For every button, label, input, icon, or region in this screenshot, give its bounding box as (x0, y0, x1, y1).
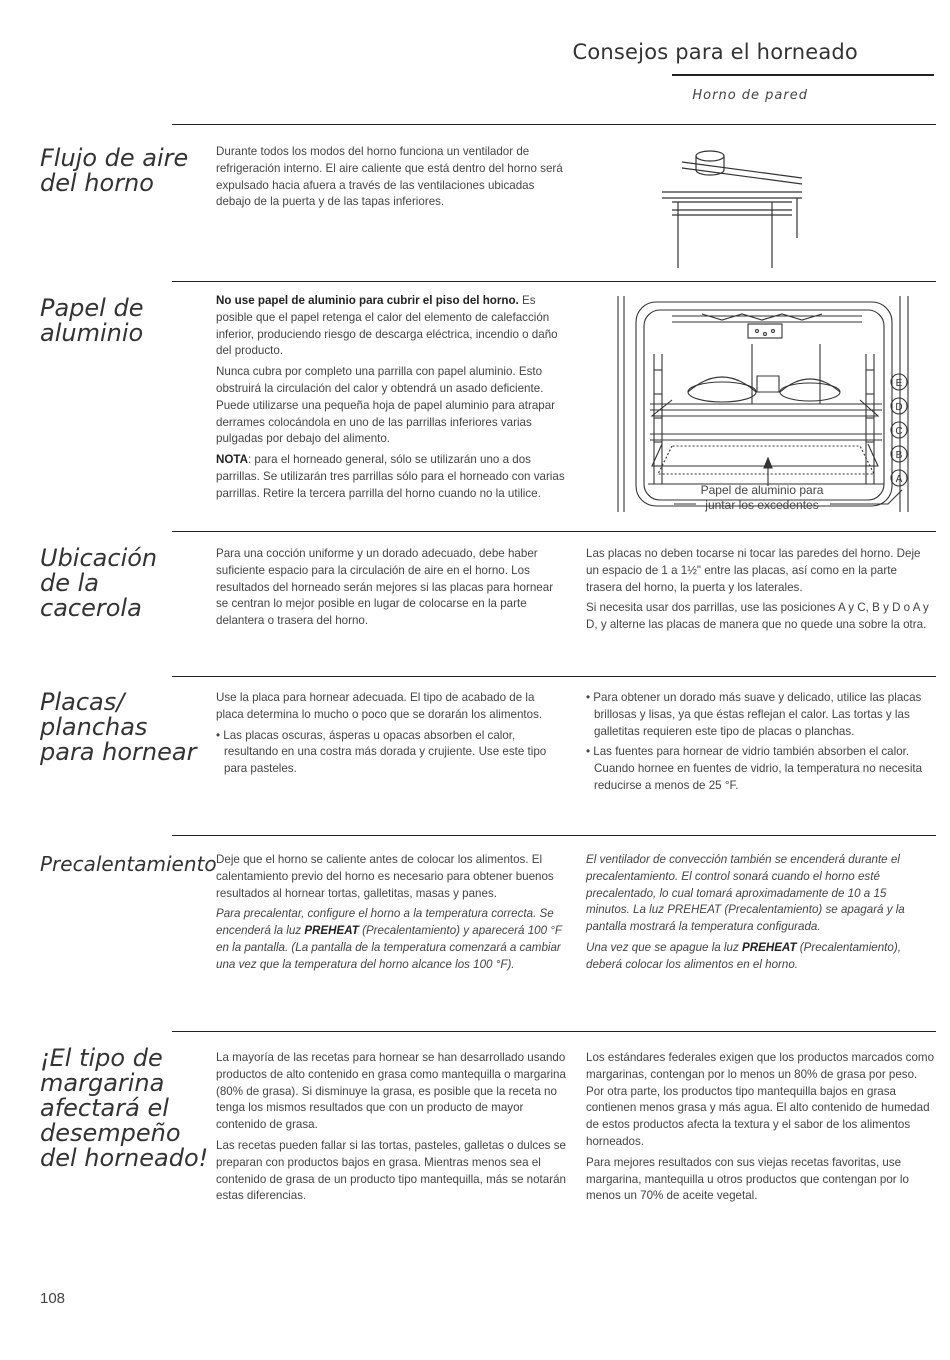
figure-caption: juntar los excedentes (705, 498, 819, 512)
paragraph: El ventilador de convección también se encenderá durante el precalentamiento. El control sonará cuando el horno esté precalentado, lo cual tomará aproximadamente de 10 a 15 minutos. La luz PREHEAT (Precalentamiento) se apagará y la pantalla mostrará la temperatura configurada. (586, 853, 905, 934)
section-heading-foil (40, 296, 143, 346)
paragraph (586, 940, 926, 974)
paragraph: Nunca cubra por completo una parrilla con papel aluminio. Esto obstruirá la circulación del calor y obtendrá un asado deficiente. Puede utilizarse una pequeña hoja de papel aluminio para atrapar derrames colocándola en uno de las parrillas inferiores varias pulgadas por debajo del alimento. (216, 365, 556, 446)
bullet-item: • Las fuentes para hornear de vidrio también absorben el calor. Cuando hornee en fuentes de vidrio, la temperatura no necesita reducirse a menos de 25 °F. (586, 745, 923, 792)
paragraph-text: Es posible que el papel retenga el calor del elemento de calefacción inferior, produciendo riesgo de descarga eléctrica, incendio o daño del producto. (216, 294, 558, 358)
oven-vent-illustration (652, 140, 812, 270)
page-title: Consejos para el horneado (572, 40, 858, 64)
bullet-item: • Las placas oscuras, ásperas u opacas absorben el calor, resultando en una costra más dorada y crujiente. Use este tipo para pasteles. (216, 728, 547, 776)
preheat-left (216, 852, 566, 978)
paragraph: Durante todos los modos del horno funciona un ventilador de refrigeración interno. El aire caliente que está dentro del horno será expulsado hacia afuera a través de las ventilaciones ubicadas debajo de la puerta y de las tapas inferiores. (216, 145, 563, 209)
preheat-right (586, 852, 926, 978)
preheat-keyword: PREHEAT (304, 924, 359, 938)
oven-interior-illustration (612, 294, 918, 518)
pan-placement-right (586, 546, 936, 638)
paragraph (216, 293, 568, 360)
paragraph: Las placas no deben tocarse ni tocar las paredes del horno. Deje un espacio de 1 a 1½" entre las placas, así como en la parte trasera del horno, la puerta y los laterales. (586, 547, 921, 594)
section-heading-pans (40, 690, 196, 765)
pans-right (586, 690, 936, 799)
heading-line: Placas/ (40, 688, 125, 716)
section-heading-pan-placement (40, 546, 157, 621)
paragraph-text: (Precalentamiento), deberá colocar los alimentos en el horno. (586, 940, 901, 971)
heading-line: margarina (40, 1069, 165, 1097)
section-divider (172, 124, 936, 125)
paragraph-text: Para precalentar, configure el horno a la temperatura correcta. Se encenderá la luz (216, 907, 554, 938)
paragraph (216, 452, 568, 502)
foil-text (216, 293, 568, 507)
paragraph: La mayoría de las recetas para hornear se han desarrollado usando productos de alto contenido en grasa como mantequilla o margarina (80% de grasa). Si disminuye la grasa, es posible que la receta no tenga los mismos resultados que con un producto de mayor contenido de grasa. (216, 1051, 566, 1132)
section-divider (172, 835, 936, 836)
margarine-left (216, 1050, 566, 1209)
rack-label: E (895, 378, 903, 389)
heading-line: planchas (40, 713, 148, 741)
heading-line: Flujo de aire (40, 144, 189, 172)
paragraph (216, 906, 566, 973)
paragraph: Los estándares federales exigen que los productos marcados como margarinas, contengan por lo menos un 80% de grasa por peso. Por otra parte, los productos tipo mantequilla bajos en grasa contienen menos grasa y más agua. El alto contenido de humedad de estos productos afecta la textura y el sabor de los alimentos horneados. (586, 1051, 935, 1148)
rack-label: B (895, 450, 903, 461)
section-heading-preheat (40, 852, 217, 877)
section-heading-airflow (40, 146, 188, 196)
bullet-item: • Para obtener un dorado más suave y delicado, utilice las placas brillosas y lisas, ya que éstas reflejan el calor. Las tortas y las galletitas requieren este tipo de placas o planchas. (586, 691, 922, 738)
section-divider (172, 676, 936, 677)
heading-line: ¡El tipo de (40, 1044, 163, 1072)
figure-caption: Papel de aluminio para (700, 483, 824, 497)
heading-line: desempeño (40, 1119, 181, 1147)
paragraph: Las recetas pueden fallar si las tortas, pasteles, galletas o dulces se preparan con productos bajos en grasa. Mientras menos sea el contenido de grasa de un producto tipo mantequilla, más se notarán estas diferencias. (216, 1138, 566, 1203)
pans-left (216, 690, 562, 782)
airflow-text (216, 144, 566, 215)
heading-line: afectará el (40, 1094, 169, 1122)
pan-placement-left (216, 546, 562, 634)
heading-line: de la (40, 569, 100, 597)
rack-label: C (895, 426, 903, 437)
rack-label: A (895, 474, 903, 485)
warning-bold: No use papel de aluminio para cubrir el piso del horno. (216, 294, 519, 307)
heading-line: aluminio (40, 319, 144, 347)
paragraph: Use la placa para hornear adecuada. El tipo de acabado de la placa determina lo mucho o poco que se dorarán los alimentos. (216, 691, 543, 721)
heading-line: para hornear (40, 738, 197, 766)
page-subtitle: Horno de pared (692, 88, 808, 103)
heading-line: del horno (40, 169, 154, 197)
heading-line: Papel de (40, 294, 144, 322)
preheat-keyword: PREHEAT (741, 940, 797, 954)
heading-line: Precalentamiento (40, 852, 217, 876)
paragraph: Si necesita usar dos parrillas, use las posiciones A y C, B y D o A y D, y alterne las placas de manera que no quede una sobre la otra. (586, 601, 929, 632)
heading-line: del horneado! (40, 1144, 209, 1172)
section-divider (172, 531, 936, 532)
header-divider (672, 74, 934, 76)
section-divider (172, 1031, 936, 1032)
paragraph: Deje que el horno se caliente antes de colocar los alimentos. El calentamiento previo del horno es necesario para obtener buenos resultados al hornear tortas, galletitas, masas y panes. (216, 853, 554, 900)
margarine-right (586, 1050, 938, 1209)
heading-line: Ubicación (40, 544, 158, 572)
heading-line: cacerola (40, 594, 142, 622)
rack-label: D (895, 402, 903, 413)
section-divider (172, 281, 936, 282)
paragraph-text: Una vez que se apague la luz (586, 940, 742, 954)
page-number: 108 (40, 1290, 66, 1307)
paragraph-text: : para el horneado general, sólo se utilizarán uno a dos parrillas. Se utilizarán tres parrillas sólo para el horneado con varias parrillas. Retire la tercera parrilla del horno cuando no la utilice. (216, 453, 565, 500)
paragraph: Para mejores resultados con sus viejas recetas favoritas, use margarina, mantequilla u otros productos que contengan por lo menos un 70% de aceite vegetal. (586, 1155, 909, 1203)
paragraph: Para una cocción uniforme y un dorado adecuado, debe haber suficiente espacio para la circulación de aire en el horno. Los resultados del horneado serán mejores si las placas para hornear se centran lo mejor posible en lugar de colocarse en la parte delantera o trasera del horno. (216, 547, 554, 628)
paragraph-text: (Precalentamiento) y aparecerá 100 °F en la pantalla. (La pantalla de la temperatura comenzará a cambiar una vez que la temperatura del horno alcance los 100 °F). (216, 924, 562, 971)
section-heading-margarine (40, 1046, 208, 1171)
note-bold: NOTA (216, 453, 248, 467)
